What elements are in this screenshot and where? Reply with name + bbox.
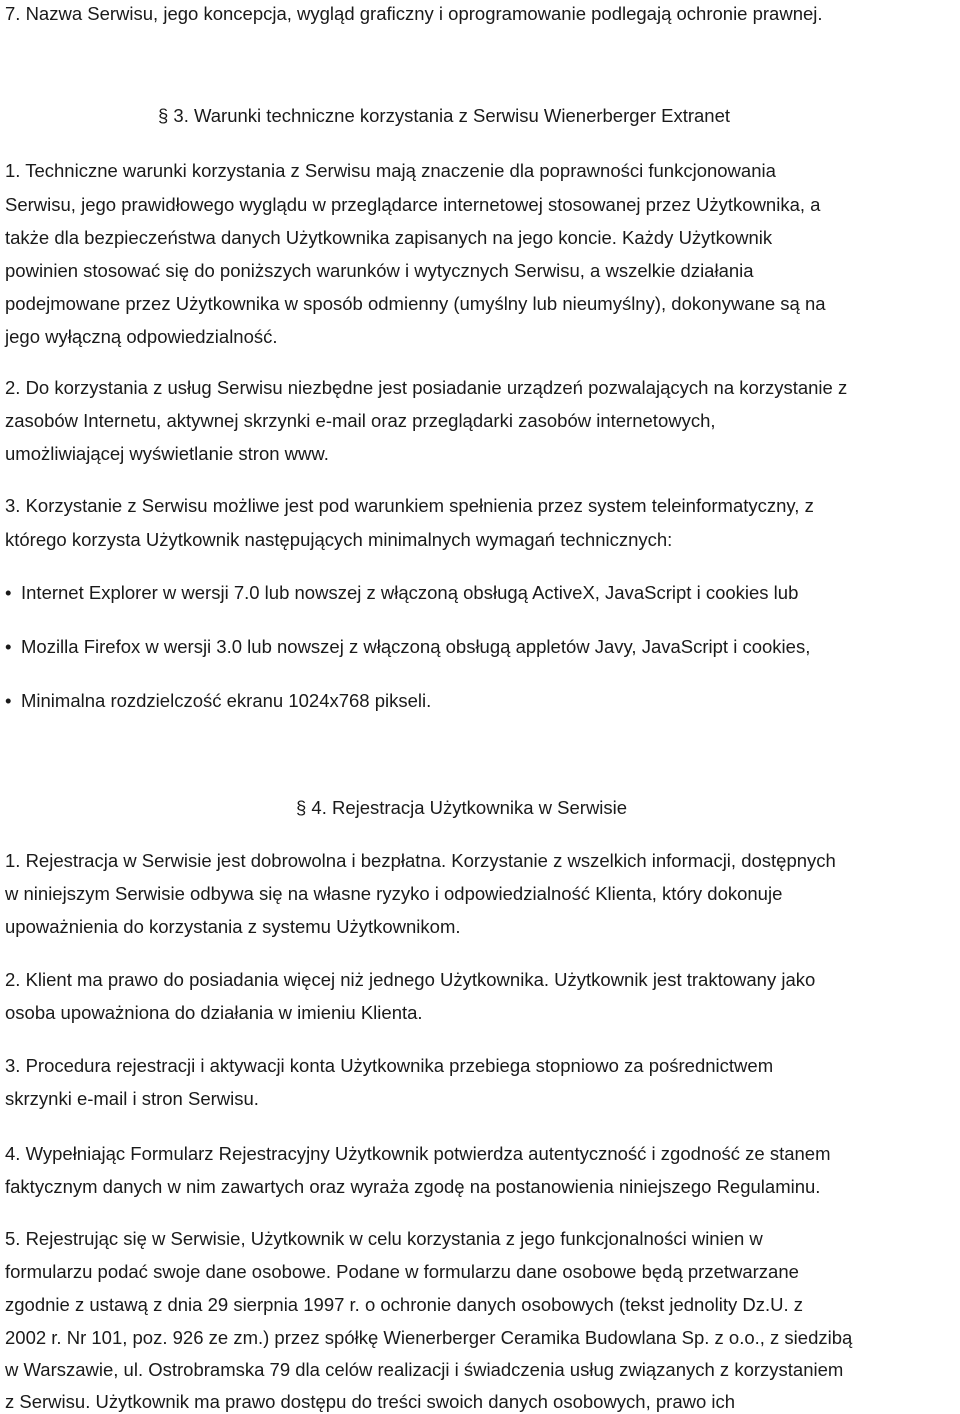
text-line: faktycznym danych w nim zawartych oraz wyraża zgodę na postanowienia niniejszego Regulaminu. — [5, 1176, 821, 1197]
text-line: upoważnienia do korzystania z systemu Użytkownikom. — [5, 916, 461, 937]
list-item — [5, 689, 431, 713]
text-line: zasobów Internetu, aktywnej skrzynki e-mail oraz przeglądarki zasobów internetowych, — [5, 410, 716, 431]
list-item-text: Mozilla Firefox w wersji 3.0 lub nowszej z włączoną obsługą appletów Javy, JavaScript i cookies, — [21, 636, 811, 657]
text-line: 4. Wypełniając Formularz Rejestracyjny Użytkownik potwierdza autentyczność i zgodność ze stanem — [5, 1143, 831, 1164]
text-line: powinien stosować się do poniższych warunków i wytycznych Serwisu, a wszelkie działania — [5, 260, 754, 281]
bullet-icon: • — [5, 690, 12, 711]
text-line: w niniejszym Serwisie odbywa się na własne ryzyko i odpowiedzialność Klienta, który dokonuje — [5, 883, 783, 904]
text-line: z Serwisu. Użytkownik ma prawo dostępu do treści swoich danych osobowych, prawo ich — [5, 1391, 736, 1412]
bullet-icon: • — [5, 636, 12, 657]
text-line: 1. Techniczne warunki korzystania z Serwisu mają znaczenie dla poprawności funkcjonowania — [5, 160, 776, 181]
text-line: 5. Rejestrując się w Serwisie, Użytkownik w celu korzystania z jego funkcjonalności winien w — [5, 1228, 763, 1249]
text-line: skrzynki e-mail i stron Serwisu. — [5, 1088, 259, 1109]
text-line: 3. Procedura rejestracji i aktywacji konta Użytkownika przebiega stopniowo za pośrednictwem — [5, 1055, 774, 1076]
text-line: jego wyłączną odpowiedzialność. — [5, 326, 278, 347]
section-4-heading: § 4. Rejestracja Użytkownika w Serwisie — [296, 797, 628, 818]
section-3-heading: § 3. Warunki techniczne korzystania z Serwisu Wienerberger Extranet — [158, 105, 731, 126]
text-line: osoba upoważniona do działania w imieniu Klienta. — [5, 1002, 423, 1023]
paragraph-item-7: 7. Nazwa Serwisu, jego koncepcja, wygląd graficzny i oprogramowanie podlegają ochronie prawnej. — [5, 3, 823, 24]
text-line: także dla bezpieczeństwa danych Użytkownika zapisanych na jego koncie. Każdy Użytkownik — [5, 227, 773, 248]
text-line: w Warszawie, ul. Ostrobramska 79 dla celów realizacji i świadczenia usług związanych z korzystaniem — [5, 1359, 844, 1380]
bullet-icon: • — [5, 582, 12, 603]
list-item — [5, 635, 810, 659]
text-line: 2. Klient ma prawo do posiadania więcej niż jednego Użytkownika. Użytkownik jest traktowany jako — [5, 969, 816, 990]
text-line: 1. Rejestracja w Serwisie jest dobrowolna i bezpłatna. Korzystanie z wszelkich informacji, dostępnych — [5, 850, 836, 871]
text-line: 3. Korzystanie z Serwisu możliwe jest pod warunkiem spełnienia przez system teleinformatyczny, z — [5, 495, 814, 516]
text-line: podejmowane przez Użytkownika w sposób odmienny (umyślny lub nieumyślny), dokonywane są na — [5, 293, 826, 314]
list-item-text: Minimalna rozdzielczość ekranu 1024x768 pikseli. — [21, 690, 432, 711]
text-line: Serwisu, jego prawidłowego wyglądu w przeglądarce internetowej stosowanej przez Użytkownika, a — [5, 194, 821, 215]
text-line: 2. Do korzystania z usług Serwisu niezbędne jest posiadanie urządzeń pozwalających na korzystanie z — [5, 377, 848, 398]
text-line: 2002 r. Nr 101, poz. 926 ze zm.) przez spółkę Wienerberger Ceramika Budowlana Sp. z o.o., z siedzibą — [5, 1327, 853, 1348]
text-line: którego korzysta Użytkownik następujących minimalnych wymagań technicznych: — [5, 529, 673, 550]
list-item-text: Internet Explorer w wersji 7.0 lub nowszej z włączoną obsługą ActiveX, JavaScript i cookies lub — [21, 582, 799, 603]
list-item — [5, 581, 798, 605]
text-line: umożliwiającej wyświetlanie stron www. — [5, 443, 329, 464]
text-line: zgodnie z ustawą z dnia 29 sierpnia 1997 r. o ochronie danych osobowych (tekst jednolity Dz.U. z — [5, 1294, 804, 1315]
text-line: formularzu podać swoje dane osobowe. Podane w formularzu dane osobowe będą przetwarzane — [5, 1261, 799, 1282]
